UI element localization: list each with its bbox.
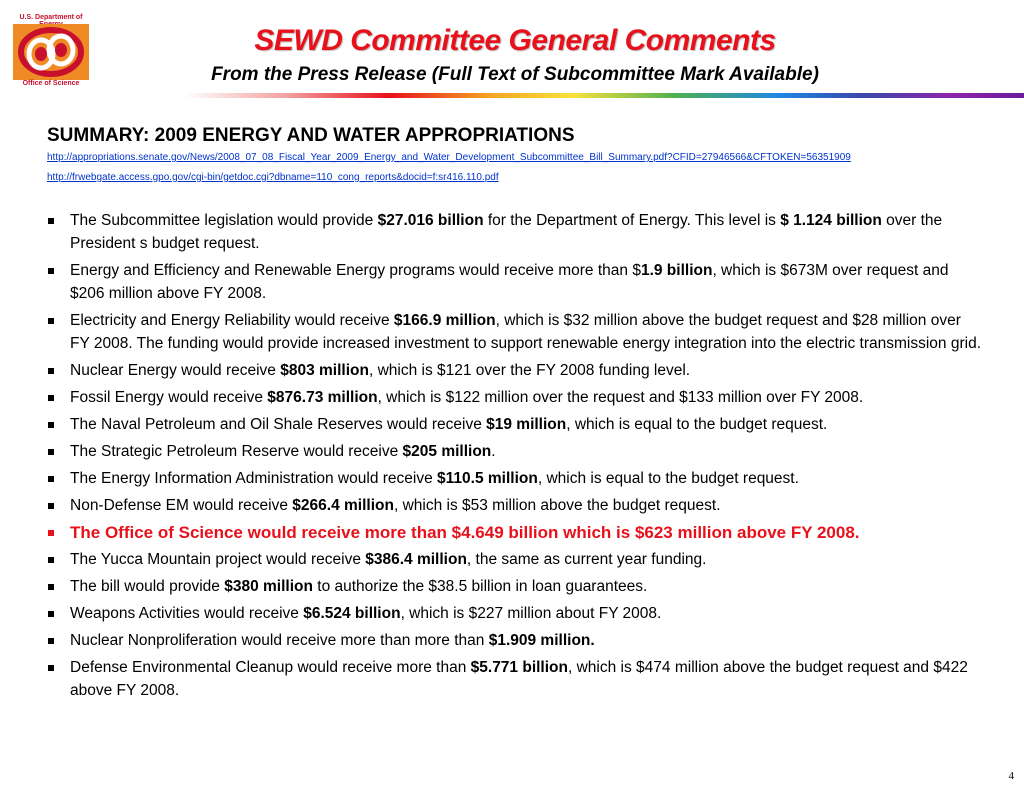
bullet-item xyxy=(47,548,982,571)
bullet-item xyxy=(47,440,982,463)
bullet-text: , which is $122 million over the request and $133 million over FY 2008. xyxy=(377,389,864,406)
bullet-text: , which is $474 million above the budget request and $422 above FY 2008. xyxy=(70,659,968,699)
summary-heading: SUMMARY: 2009 ENERGY AND WATER APPROPRIATIONS xyxy=(47,125,575,146)
bullet-text: Fossil Energy would receive xyxy=(70,389,268,406)
page-subtitle: From the Press Release (Full Text of Subcommittee Mark Available) xyxy=(211,64,819,85)
gpo-report-link[interactable]: http://frwebgate.access.gpo.gov/cgi-bin/getdoc.cgi?dbname=110_cong_reports&docid=f:sr416.110.pdf xyxy=(47,172,499,183)
bullet-item xyxy=(47,494,982,517)
bullet-text: Electricity and Energy Reliability would receive xyxy=(70,312,394,329)
bullet-text: The bill would provide xyxy=(70,578,225,595)
bullet-amount: $5.771 billion xyxy=(470,659,568,676)
bullet-amount: $27.016 billion xyxy=(377,212,484,229)
rainbow-divider xyxy=(0,93,1024,98)
bullet-amount: $876.73 million xyxy=(267,389,378,406)
bullet-text: The Office of Science would receive more than $4.649 billion which is $623 million above FY 2008. xyxy=(70,523,860,542)
bullet-text: , which is $673M over request and $206 million above FY 2008. xyxy=(70,262,949,302)
bullet-square-icon xyxy=(48,638,54,644)
bullet-text: Nuclear Energy would receive xyxy=(70,362,281,379)
bullet-item xyxy=(47,359,982,382)
bullet-text: The Subcommittee legislation would provide xyxy=(70,212,378,229)
bullet-text: The Naval Petroleum and Oil Shale Reserves would receive xyxy=(70,416,487,433)
bullet-text: , which is equal to the budget request. xyxy=(566,416,828,433)
bullet-text: Nuclear Nonproliferation would receive more than more than xyxy=(70,632,489,649)
page-number: 4 xyxy=(1008,770,1014,782)
bullet-item xyxy=(47,413,982,436)
bullet-square-icon xyxy=(48,449,54,455)
bullet-text: , which is $121 over the FY 2008 funding level. xyxy=(368,362,691,379)
bullet-list xyxy=(47,209,982,706)
bullet-square-icon xyxy=(48,665,54,671)
bullet-text: The Energy Information Administration would receive xyxy=(70,470,438,487)
bullet-amount: $205 million xyxy=(402,443,492,460)
bullet-amount: $1.909 million. xyxy=(488,632,595,649)
bullet-square-icon xyxy=(48,503,54,509)
bullet-amount: $ 1.124 billion xyxy=(780,212,882,229)
bullet-amount: $19 million xyxy=(486,416,567,433)
doe-emblem-icon xyxy=(13,24,89,80)
bullet-item xyxy=(47,309,982,355)
bullet-text: , which is $227 million about FY 2008. xyxy=(400,605,662,622)
bullet-text: Non-Defense EM would receive xyxy=(70,497,293,514)
bullet-text: to authorize the $38.5 billion in loan guarantees. xyxy=(312,578,648,595)
bullet-text: , which is equal to the budget request. xyxy=(537,470,799,487)
bullet-text: , which is $53 million above the budget request. xyxy=(393,497,721,514)
bullet-item xyxy=(47,656,982,702)
bullet-text: Energy and Efficiency and Renewable Energy programs would receive more than $ xyxy=(70,262,641,279)
bullet-amount: $386.4 million xyxy=(365,551,467,568)
bullet-amount: $380 million xyxy=(224,578,313,595)
logo-top-text: U.S. Department of xyxy=(19,14,83,21)
bullet-item xyxy=(47,259,982,305)
bullet-square-icon xyxy=(48,368,54,374)
bullet-text: . xyxy=(491,443,496,460)
bullet-item xyxy=(47,629,982,652)
bullet-amount: $6.524 billion xyxy=(303,605,401,622)
bullet-item xyxy=(47,209,982,255)
bullet-square-icon xyxy=(48,584,54,590)
bullet-square-icon xyxy=(48,318,54,324)
bullet-square-icon xyxy=(48,268,54,274)
bullet-amount: 1.9 billion xyxy=(640,262,713,279)
bullet-text: for the Department of Energy. This level is xyxy=(483,212,781,229)
bullet-amount: $110.5 million xyxy=(437,470,538,487)
bullet-text: over the President s budget request. xyxy=(70,212,943,252)
bullet-square-icon xyxy=(48,611,54,617)
bullet-item xyxy=(47,602,982,625)
bullet-item xyxy=(47,521,982,544)
bullet-item xyxy=(47,467,982,490)
bullet-text: Defense Environmental Cleanup would receive more than xyxy=(70,659,471,676)
bullet-amount: $803 million xyxy=(280,362,369,379)
bullet-text: , the same as current year funding. xyxy=(466,551,707,568)
bullet-text: Weapons Activities would receive xyxy=(70,605,304,622)
bullet-text: The Strategic Petroleum Reserve would receive xyxy=(70,443,403,460)
doe-logo xyxy=(8,14,94,92)
bullet-amount: $266.4 million xyxy=(292,497,394,514)
bullet-item xyxy=(47,575,982,598)
bullet-square-icon xyxy=(48,476,54,482)
bullet-item xyxy=(47,386,982,409)
bullet-text: The Yucca Mountain project would receive xyxy=(70,551,366,568)
bullet-text: , which is $32 million above the budget request and $28 million over FY 2008. The funding would provide increased investment to support renewable energy integration into the electric transmission grid. xyxy=(70,312,982,352)
bullet-square-icon xyxy=(48,530,54,536)
senate-summary-link[interactable]: http://appropriations.senate.gov/News/2008_07_08_Fiscal_Year_2009_Energy_and_Water_Development_Subcommittee_Bill_Summary.pdf?CFID=27946566&CFTOKEN=56351909 xyxy=(47,152,851,163)
bullet-square-icon xyxy=(48,218,54,224)
bullet-square-icon xyxy=(48,557,54,563)
logo-bottom-text: Office of Science xyxy=(22,80,80,87)
bullet-square-icon xyxy=(48,422,54,428)
page-title: SEWD Committee General Comments xyxy=(254,24,776,57)
bullet-square-icon xyxy=(48,395,54,401)
bullet-amount: $166.9 million xyxy=(393,312,496,329)
